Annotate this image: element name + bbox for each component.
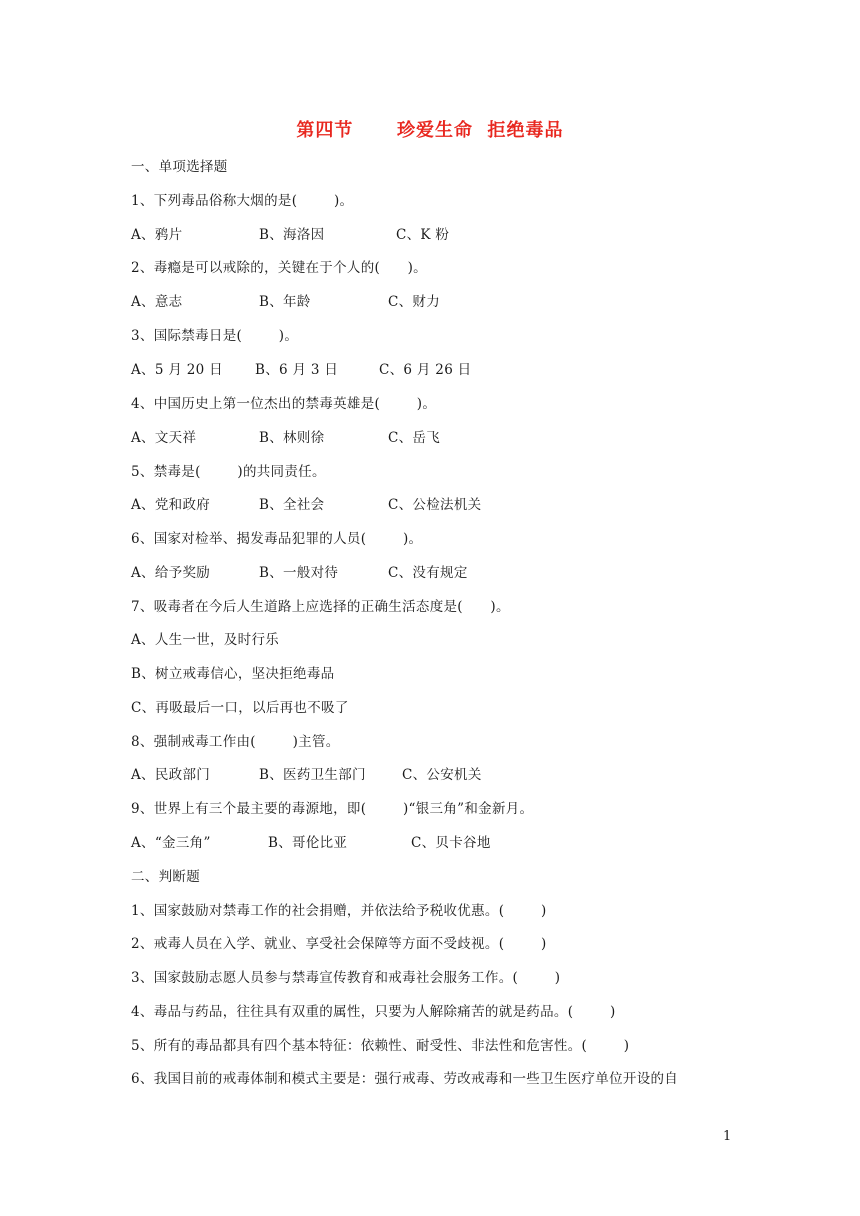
option-b: B、年龄: [259, 294, 311, 310]
option-a: A、5 月 20 日: [131, 362, 223, 378]
option-a: A、“金三角”: [131, 835, 211, 851]
option-a: A、鸦片: [131, 227, 183, 243]
option-b: B、医药卫生部门: [259, 767, 366, 783]
section-heading: 一、单项选择题: [131, 159, 228, 175]
option-c: C、岳飞: [388, 430, 441, 446]
option-c: C、6 月 26 日: [379, 362, 472, 378]
option-c: C、公检法机关: [388, 497, 482, 513]
question-2: 2、毒瘾是可以戒除的，关键在于个人的( )。: [131, 260, 427, 276]
option-a: A、意志: [131, 294, 183, 310]
question-9: 9、世界上有三个最主要的毒源地，即( )“银三角”和金新月。: [131, 801, 534, 817]
judgment-6: 6、我国目前的戒毒体制和模式主要是：强行戒毒、劳改戒毒和一些卫生医疗单位开设的自: [131, 1071, 679, 1087]
option-c: C、再吸最后一口，以后再也不吸了: [131, 700, 349, 716]
option-a: A、民政部门: [131, 767, 211, 783]
option-c: C、没有规定: [388, 565, 468, 581]
option-a: A、文天祥: [131, 430, 197, 446]
option-b: B、哥伦比亚: [268, 835, 348, 851]
option-b: B、林则徐: [259, 430, 325, 446]
section-heading: 二、判断题: [131, 869, 200, 885]
question-6: 6、国家对检举、揭发毒品犯罪的人员( )。: [131, 531, 423, 547]
page-title: 第四节 珍爱生命 拒绝毒品: [296, 120, 564, 141]
judgment-3: 3、国家鼓励志愿人员参与禁毒宣传教育和戒毒社会服务工作。( ): [131, 970, 561, 986]
option-b: B、树立戒毒信心，坚决拒绝毒品: [131, 666, 335, 682]
option-b: B、6 月 3 日: [255, 362, 339, 378]
judgment-5: 5、所有的毒品都具有四个基本特征：依赖性、耐受性、非法性和危害性。( ): [131, 1038, 630, 1054]
option-c: C、财力: [388, 294, 441, 310]
option-b: B、一般对待: [259, 565, 339, 581]
question-4: 4、中国历史上第一位杰出的禁毒英雄是( )。: [131, 396, 437, 412]
judgment-4: 4、毒品与药品，往往具有双重的属性，只要为人解除痛苦的就是药品。( ): [131, 1004, 616, 1020]
question-5: 5、禁毒是( )的共同责任。: [131, 464, 326, 480]
option-c: C、K 粉: [396, 227, 450, 243]
option-b: B、海洛因: [259, 227, 325, 243]
question-8: 8、强制戒毒工作由( )主管。: [131, 734, 340, 750]
option-c: C、公安机关: [402, 767, 482, 783]
option-b: B、全社会: [259, 497, 325, 513]
option-c: C、贝卡谷地: [411, 835, 491, 851]
option-a: A、给予奖励: [131, 565, 211, 581]
question-7: 7、吸毒者在今后人生道路上应选择的正确生活态度是( )。: [131, 599, 510, 615]
judgment-2: 2、戒毒人员在入学、就业、享受社会保障等方面不受歧视。( ): [131, 936, 547, 952]
judgment-1: 1、国家鼓励对禁毒工作的社会捐赠，并依法给予税收优惠。( ): [131, 903, 547, 919]
option-a: A、人生一世，及时行乐: [131, 632, 280, 648]
option-a: A、党和政府: [131, 497, 211, 513]
question-1: 1、下列毒品俗称大烟的是( )。: [131, 193, 354, 209]
page-number: 1: [723, 1129, 732, 1144]
question-3: 3、国际禁毒日是( )。: [131, 328, 299, 344]
